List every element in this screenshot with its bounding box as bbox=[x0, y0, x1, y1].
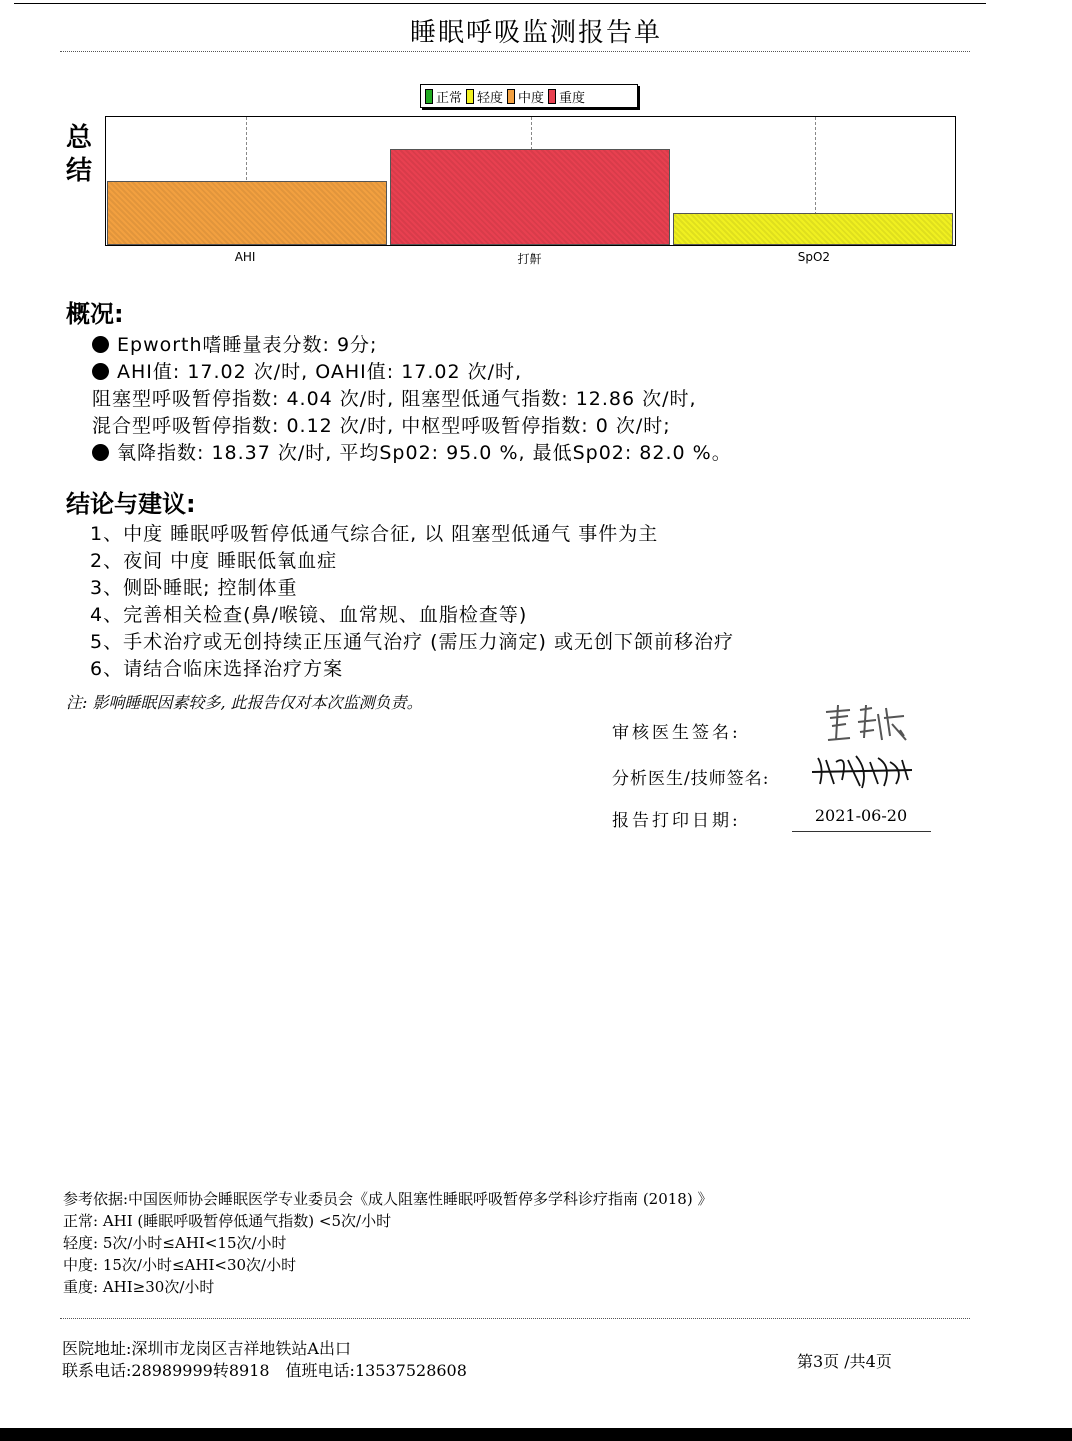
overview-line-oxygen: 氧降指数: 18.37 次/时, 平均Sp02: 95.0 %, 最低Sp02: 82.0 %。 bbox=[92, 438, 732, 465]
x-tick-label: 打鼾 bbox=[517, 252, 542, 266]
legend-label: 正常 bbox=[436, 90, 463, 106]
reference-basis: 参考依据:中国医师协会睡眠医学专业委员会《成人阻塞性睡眠呼吸暂停多学科诊疗指南 (2018) 》 bbox=[63, 1190, 713, 1208]
print-date-label: 报告打印日期: bbox=[612, 811, 741, 831]
print-date-underline bbox=[792, 831, 931, 832]
hospital-address: 医院地址:深圳市龙岗区吉祥地铁站A出口 bbox=[62, 1339, 351, 1358]
bar-ahi bbox=[107, 181, 387, 245]
legend-label: 轻度 bbox=[477, 90, 504, 106]
summary-bar-chart bbox=[105, 116, 956, 246]
bar-打鼾 bbox=[390, 149, 670, 245]
overview-line-ahi: AHI值: 17.02 次/时, OAHI值: 17.02 次/时, bbox=[92, 357, 522, 384]
footer-divider bbox=[60, 1318, 970, 1319]
conclusion-item-2: 2、夜间 中度 睡眠低氧血症 bbox=[90, 550, 338, 572]
legend-swatch bbox=[548, 89, 556, 104]
reviewer-signature-image bbox=[820, 700, 910, 750]
disclaimer-note: 注: 影响睡眠因素较多, 此报告仅对本次监测负责。 bbox=[66, 693, 423, 712]
legend-label: 中度 bbox=[518, 90, 545, 106]
header-divider bbox=[60, 51, 970, 52]
bullet-icon bbox=[92, 444, 109, 461]
conclusion-item-3: 3、侧卧睡眠; 控制体重 bbox=[90, 577, 298, 599]
legend-item bbox=[548, 87, 585, 106]
summary-label-top: 总 bbox=[66, 123, 93, 153]
reference-mild: 轻度: 5次/小时≤AHI<15次/小时 bbox=[63, 1234, 287, 1252]
conclusion-heading: 结论与建议: bbox=[66, 490, 196, 518]
overview-line-mixed: 混合型呼吸暂停指数: 0.12 次/时, 中枢型呼吸暂停指数: 0 次/时; bbox=[92, 415, 671, 437]
page-title: 睡眠呼吸监测报告单 bbox=[409, 18, 662, 48]
legend-label: 重度 bbox=[559, 90, 586, 106]
legend-swatch bbox=[425, 89, 433, 104]
x-tick-label: SpO2 bbox=[797, 250, 831, 264]
analyst-label: 分析医生/技师签名: bbox=[612, 769, 770, 789]
reference-normal: 正常: AHI (睡眠呼吸暂停低通气指数) <5次/小时 bbox=[63, 1212, 392, 1230]
chart-legend bbox=[420, 84, 638, 108]
conclusion-item-4: 4、完善相关检查(鼻/喉镜、血常规、血脂检查等) bbox=[90, 604, 528, 626]
overview-heading: 概况: bbox=[66, 300, 124, 328]
print-date-value: 2021-06-20 bbox=[814, 806, 908, 825]
legend-swatch bbox=[507, 89, 515, 104]
conclusion-item-5: 5、手术治疗或无创持续正压通气治疗 (需压力滴定) 或无创下颌前移治疗 bbox=[90, 631, 734, 653]
analyst-signature-image bbox=[808, 750, 918, 794]
legend-item bbox=[507, 87, 544, 106]
summary-label bbox=[66, 122, 96, 188]
overview-line-obstructive: 阻塞型呼吸暂停指数: 4.04 次/时, 阻塞型低通气指数: 12.86 次/时, bbox=[92, 388, 697, 410]
conclusion-item-1: 1、中度 睡眠呼吸暂停低通气综合征, 以 阻塞型低通气 事件为主 bbox=[90, 523, 659, 545]
legend-item bbox=[425, 87, 462, 106]
bullet-icon bbox=[92, 336, 109, 353]
bottom-bar bbox=[0, 1428, 1072, 1441]
summary-label-bottom: 结 bbox=[66, 156, 93, 186]
top-border bbox=[14, 3, 986, 4]
reference-moderate: 中度: 15次/小时≤AHI<30次/小时 bbox=[63, 1256, 297, 1274]
reference-severe: 重度: AHI≥30次/小时 bbox=[63, 1278, 215, 1296]
x-tick-label: AHI bbox=[234, 250, 256, 264]
reviewer-label: 审核医生签名: bbox=[612, 723, 741, 743]
legend-swatch bbox=[466, 89, 474, 104]
bar-spo2 bbox=[673, 213, 953, 245]
legend-item bbox=[466, 87, 503, 106]
conclusion-item-6: 6、请结合临床选择治疗方案 bbox=[90, 658, 344, 680]
contact-phone: 联系电话:28989999转8918 值班电话:13537528608 bbox=[62, 1361, 467, 1380]
overview-line-epworth: Epworth嗜睡量表分数: 9分; bbox=[92, 330, 377, 357]
bullet-icon bbox=[92, 363, 109, 380]
page-number: 第3页 /共4页 bbox=[797, 1352, 892, 1371]
